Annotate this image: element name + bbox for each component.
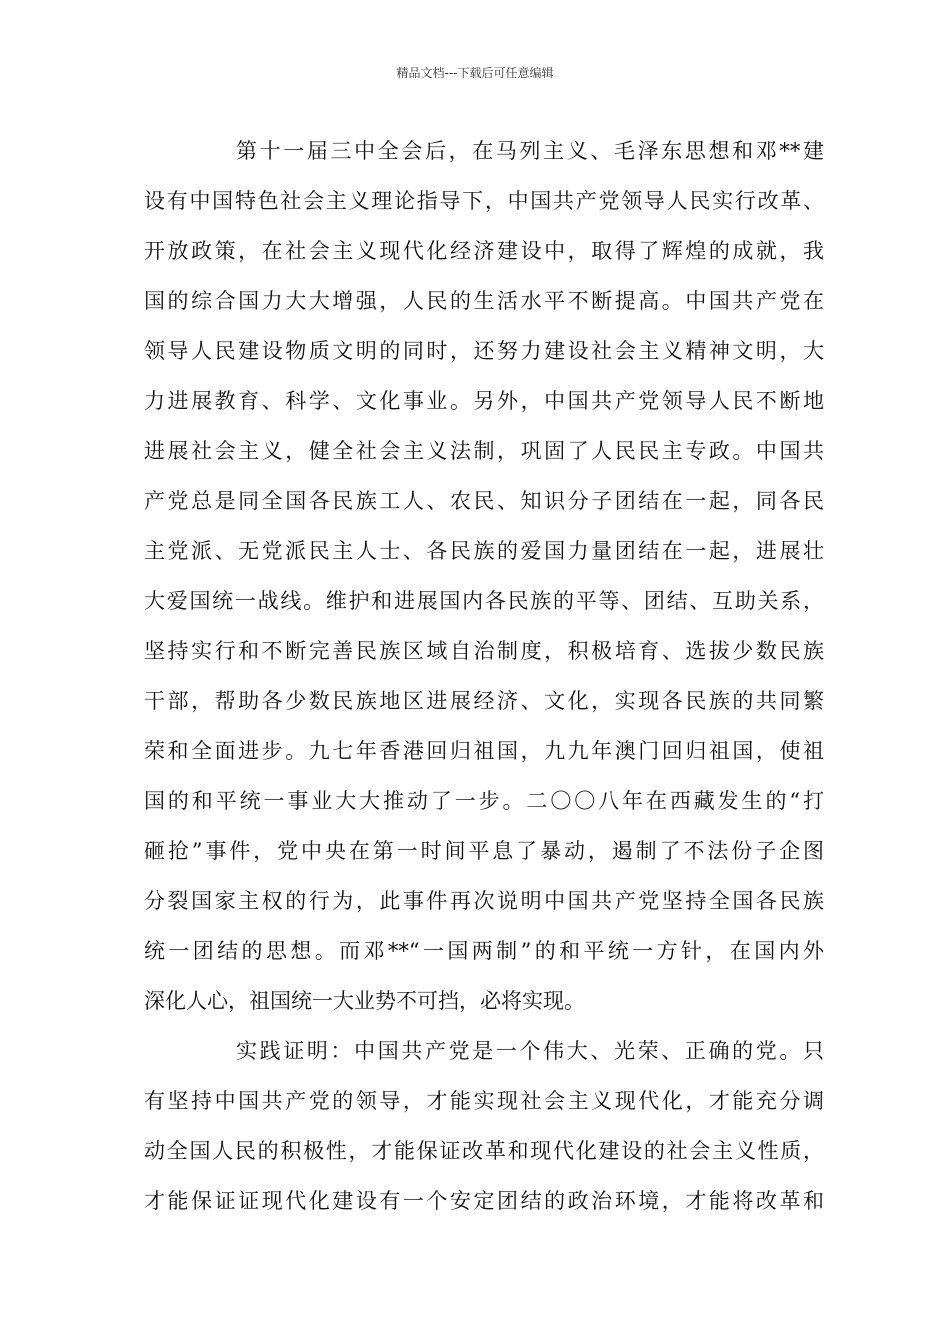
paragraph-1-line-16: 分裂国家主权的行为，此事件再次说明中国共产党坚持全国各民族 — [144, 889, 824, 913]
paragraph-1-line-1: 第十一届三中全会后，在马列主义、毛泽东思想和邓**建 — [236, 139, 824, 163]
page-header: 精品文档---下载后可任意编辑 — [396, 66, 554, 80]
paragraph-2-line-4: 才能保证证现代化建设有一个安定团结的政治环境，才能将改革和 — [144, 1189, 824, 1213]
paragraph-1-line-6: 力进展教育、科学、文化事业。另外，中国共产党领导人民不断地 — [144, 389, 824, 413]
paragraph-1-line-12: 干部，帮助各少数民族地区进展经济、文化，实现各民族的共同繁 — [144, 689, 824, 713]
paragraph-1-line-13: 荣和全面进步。九七年香港回归祖国，九九年澳门回归祖国，使祖 — [144, 739, 824, 763]
paragraph-1-line-17: 统一团结的思想。而邓**“一国两制”的和平统一方针，在国内外 — [144, 939, 824, 963]
paragraph-1-line-8: 产党总是同全国各民族工人、农民、知识分子团结在一起，同各民 — [144, 489, 824, 513]
paragraph-1-line-5: 领导人民建设物质文明的同时，还努力建设社会主义精神文明，大 — [144, 339, 824, 363]
paragraph-1-line-9: 主党派、无党派民主人士、各民族的爱国力量团结在一起，进展壮 — [144, 539, 824, 563]
paragraph-1-line-3: 开放政策，在社会主义现代化经济建设中，取得了辉煌的成就，我 — [144, 239, 824, 263]
paragraph-1-line-10: 大爱国统一战线。维护和进展国内各民族的平等、团结、互助关系， — [144, 589, 824, 613]
paragraph-2-line-2: 有坚持中国共产党的领导，才能实现社会主义现代化，才能充分调 — [144, 1089, 824, 1113]
paragraph-2-line-3: 动全国人民的积极性，才能保证改革和现代化建设的社会主义性质， — [144, 1139, 824, 1163]
paragraph-1-line-7: 进展社会主义，健全社会主义法制，巩固了人民民主专政。中国共 — [144, 439, 824, 463]
paragraph-1-line-11: 坚持实行和不断完善民族区域自治制度，积极培育、选拔少数民族 — [144, 639, 824, 663]
paragraph-1-line-15: 砸抢”事件，党中央在第一时间平息了暴动，遏制了不法份子企图 — [144, 839, 824, 863]
paragraph-1-line-2: 设有中国特色社会主义理论指导下，中国共产党领导人民实行改革、 — [144, 189, 824, 213]
paragraph-1-line-18: 深化人心，祖国统一大业势不可挡，必将实现。 — [144, 989, 585, 1013]
paragraph-1-line-14: 国的和平统一事业大大推动了一步。二〇〇八年在西藏发生的“打 — [144, 789, 824, 813]
paragraph-1-line-4: 国的综合国力大大增强，人民的生活水平不断提高。中国共产党在 — [144, 289, 824, 313]
paragraph-2-line-1: 实践证明：中国共产党是一个伟大、光荣、正确的党。只 — [236, 1039, 824, 1063]
